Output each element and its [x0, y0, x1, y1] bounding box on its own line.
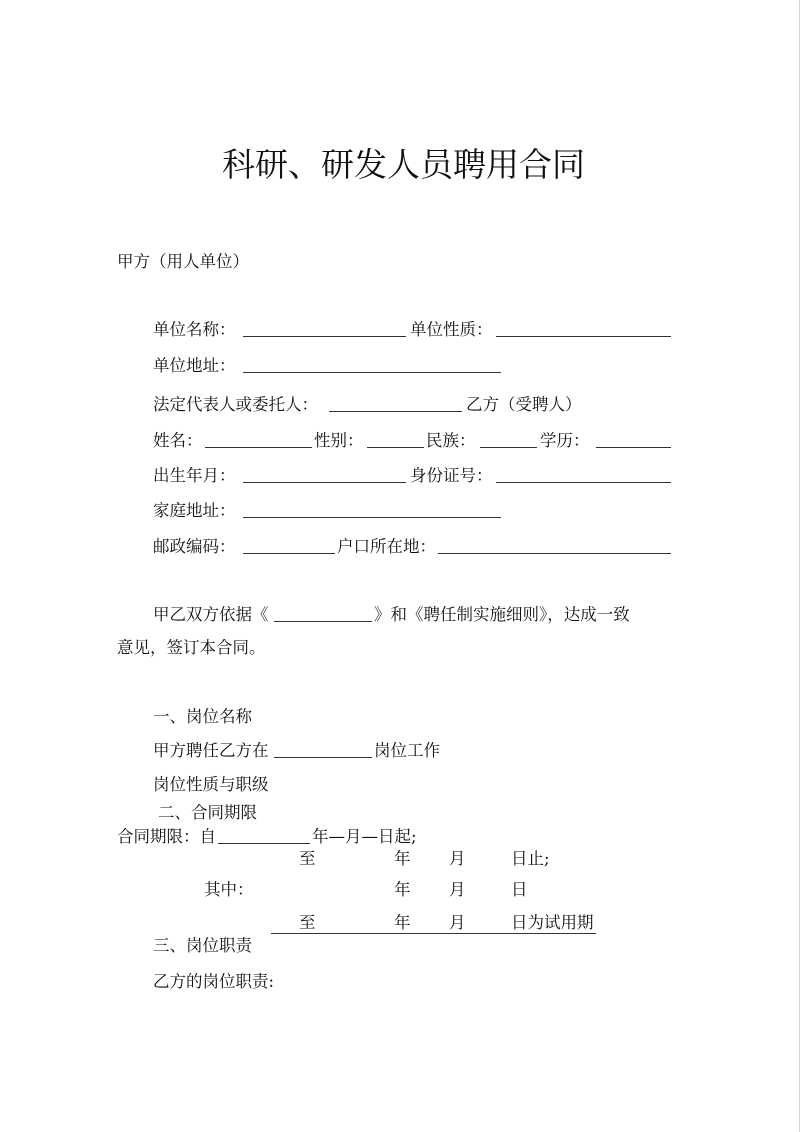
legal-rep-label: 法定代表人或委托人：: [153, 395, 318, 414]
intro-line1-start: 甲乙双方依据《: [153, 605, 269, 624]
probation-start-month: 月: [449, 880, 466, 899]
term-label: 合同期限：自: [117, 827, 216, 846]
section2-heading: 二、合同期限: [158, 803, 257, 822]
probation-start-day: 日: [511, 880, 528, 899]
term-to: 至: [299, 849, 316, 868]
intro-line2: 意见，签订本合同。: [117, 638, 266, 657]
legal-rep-blank: [329, 411, 462, 412]
birth-label: 出生年月：: [153, 466, 236, 485]
section1-line-end: 岗位工作: [374, 741, 440, 760]
term-start-rest: 年—月—日起;: [312, 827, 417, 846]
unit-nature-blank: [496, 336, 671, 337]
name-label: 姓名：: [153, 431, 203, 450]
home-address-blank: [243, 517, 501, 518]
post-nature-label: 岗位性质与职级: [153, 775, 269, 794]
section1-heading: 一、岗位名称: [153, 707, 252, 726]
education-label: 学历：: [540, 431, 590, 450]
probation-end-day: 日为试用期: [511, 913, 594, 932]
hukou-blank: [438, 553, 671, 554]
probation-underline: [271, 933, 596, 934]
id-blank: [496, 482, 671, 483]
hukou-label: 户口所在地：: [337, 537, 436, 556]
probation-to: 至: [299, 913, 316, 932]
ethnicity-label: 民族：: [426, 431, 476, 450]
party-a-heading: 甲方（用人单位）: [117, 252, 249, 271]
probation-among: 其中：: [204, 880, 254, 899]
postal-blank: [243, 553, 335, 554]
postal-label: 邮政编码：: [153, 537, 236, 556]
home-address-label: 家庭地址：: [153, 501, 236, 520]
birth-blank: [243, 482, 406, 483]
education-blank: [596, 447, 671, 448]
unit-address-label: 单位地址：: [153, 356, 236, 375]
term-end-day: 日止;: [511, 849, 550, 868]
unit-nature-label: 单位性质：: [410, 320, 493, 339]
gender-blank: [367, 447, 424, 448]
probation-start-year: 年: [394, 880, 411, 899]
basis-document-blank: [274, 621, 372, 622]
section1-line-start: 甲方聘任乙方在: [153, 741, 269, 760]
term-start-year-blank: [218, 843, 310, 844]
post-name-blank: [274, 757, 372, 758]
ethnicity-blank: [480, 447, 537, 448]
probation-end-year: 年: [394, 913, 411, 932]
term-end-month: 月: [449, 849, 466, 868]
duties-label: 乙方的岗位职责:: [153, 972, 275, 991]
party-b-heading: 乙方（受聘人）: [466, 395, 582, 414]
intro-line1-end: 》和《聘任制实施细则》，达成一致: [374, 605, 630, 624]
id-label: 身份证号：: [410, 466, 493, 485]
gender-label: 性别：: [314, 431, 364, 450]
unit-name-label: 单位名称：: [153, 320, 236, 339]
unit-address-blank: [243, 372, 501, 373]
probation-end-month: 月: [449, 913, 466, 932]
document-title: 科研、研发人员聘用合同: [222, 145, 585, 184]
term-end-year: 年: [394, 849, 411, 868]
name-blank: [205, 447, 312, 448]
unit-name-blank: [243, 336, 406, 337]
section3-heading: 三、岗位职责: [153, 936, 252, 955]
